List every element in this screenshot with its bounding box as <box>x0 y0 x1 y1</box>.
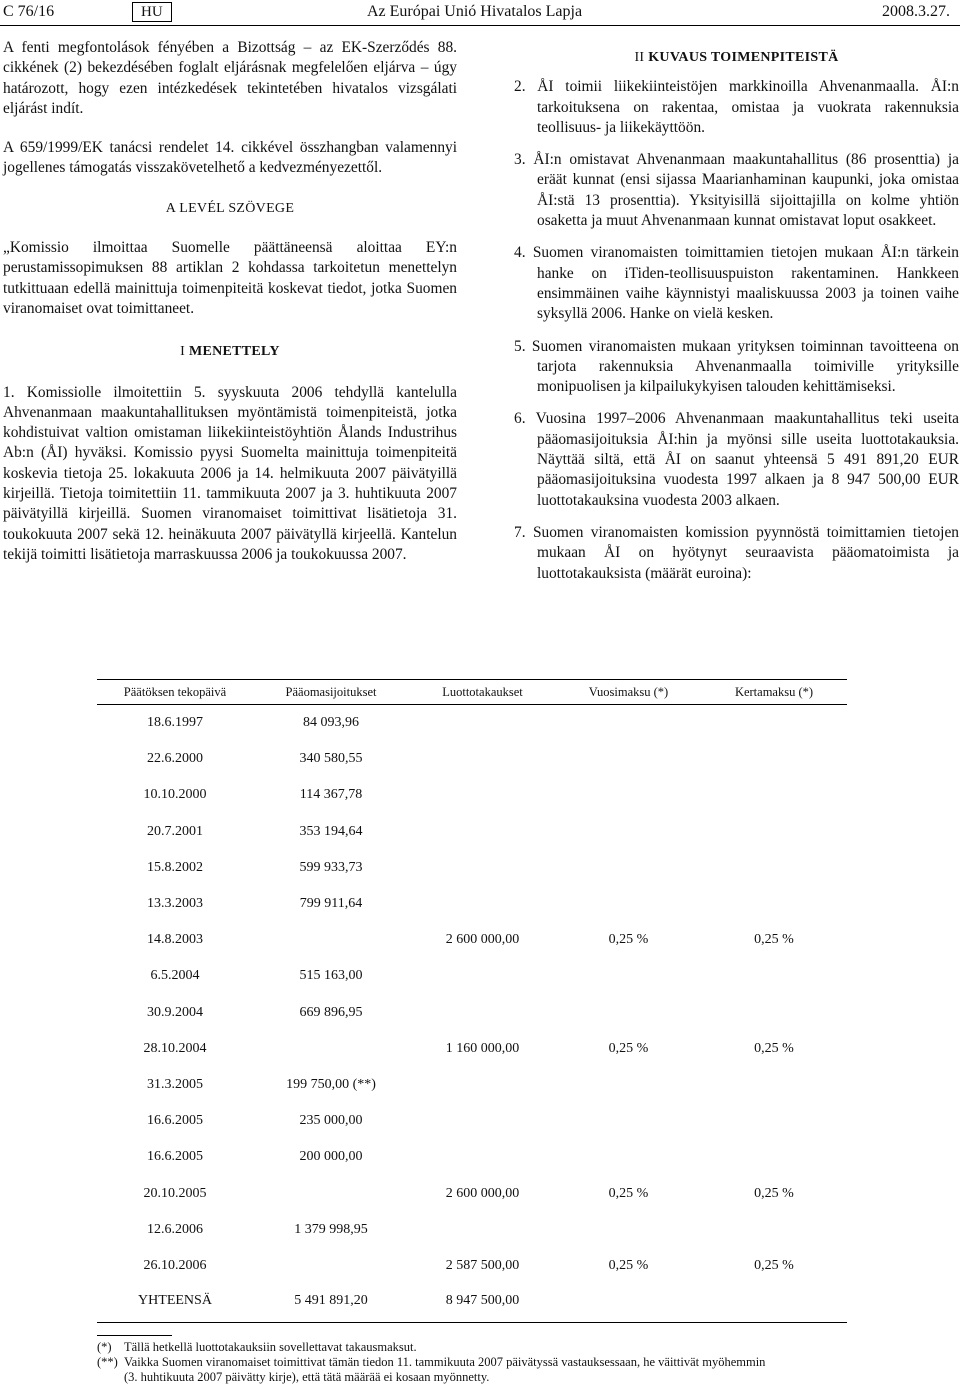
section-heading-2 <box>514 48 959 68</box>
table-cell: 2 600 000,00 <box>445 932 520 948</box>
paragraph-commission-decision: A fenti megfontolások fényében a Bizottság – az EK-Szerződés 88. cikkének (2) bekezdésében foglalt eljárásnak megfelelően eljárva – úgy határozott, hogy ezen intézkedések tekintetében hivatalos vizsgálati eljárást indít. <box>3 39 457 117</box>
table-cell <box>701 814 847 850</box>
table-cell: 0,25 % <box>754 932 794 948</box>
table-cell: 10.10.2000 <box>143 787 207 803</box>
table-cell <box>253 1175 409 1211</box>
table-cell <box>253 1248 409 1284</box>
table-cell <box>409 741 556 777</box>
table-row <box>97 1175 847 1211</box>
table-cell <box>253 922 409 958</box>
table-row <box>97 1248 847 1284</box>
table-cell <box>556 850 701 886</box>
table-cell <box>409 777 556 813</box>
table-cell <box>701 850 847 886</box>
table-cell: 353 194,64 <box>299 823 363 839</box>
table-row <box>97 1031 847 1067</box>
table-cell <box>701 1139 847 1175</box>
table-cell <box>556 886 701 922</box>
table-cell <box>556 705 701 742</box>
column-header: Vuosimaksu (*) <box>556 680 701 705</box>
table-cell: 340 580,55 <box>299 751 363 767</box>
section-number: I <box>180 344 186 360</box>
footnote-mark: (**) <box>97 1355 118 1369</box>
table-cell: 22.6.2000 <box>147 751 203 767</box>
table-cell <box>701 1103 847 1139</box>
table-header-row <box>97 680 847 705</box>
table-row <box>97 1103 847 1139</box>
paragraph-2: 2. ÅI toimii liikekiinteistöjen markkinoilla Ahvenanmaalla. ÅI:n tarkoituksena on rakentaa, omistaa ja vuokrata rakennuksia teollisuus- ja liikekäyttöön. <box>514 78 959 136</box>
table-cell: 5 491 891,20 <box>294 1293 368 1308</box>
table-cell <box>409 814 556 850</box>
page-number: C 76/16 <box>3 3 55 20</box>
page-header <box>0 2 960 24</box>
table-cell <box>409 995 556 1031</box>
table-cell <box>701 995 847 1031</box>
table-cell: 20.7.2001 <box>147 823 203 839</box>
footnote-2-cont <box>97 1370 489 1385</box>
table-cell <box>556 1067 701 1103</box>
table-cell: 31.3.2005 <box>147 1076 203 1092</box>
table-cell: 0,25 % <box>754 1185 794 1201</box>
table-cell: 16.6.2005 <box>147 1149 203 1165</box>
table-cell: 15.8.2002 <box>147 859 203 875</box>
header-rule <box>0 25 960 26</box>
section-heading-1 <box>3 342 457 362</box>
section-number: II <box>634 50 645 65</box>
table-cell: 6.5.2004 <box>150 968 200 984</box>
column-header: Kertamaksu (*) <box>701 680 847 705</box>
table-cell: 0,25 % <box>608 932 649 948</box>
table-cell <box>556 958 701 994</box>
footnote-text: Tällä hetkellä luottotakauksiin sovellettavat takausmaksut. <box>124 1340 417 1354</box>
table-cell: 114 367,78 <box>299 787 363 803</box>
table-total-row <box>97 1284 847 1318</box>
table-cell <box>556 1284 701 1318</box>
table-cell: 1 160 000,00 <box>445 1040 520 1056</box>
table-cell <box>701 705 847 742</box>
table-bottom-rule <box>97 1322 847 1323</box>
table-cell: 20.10.2005 <box>143 1185 207 1201</box>
table-cell: 1 379 998,95 <box>294 1221 368 1237</box>
table-cell <box>409 1139 556 1175</box>
table-cell: 0,25 % <box>608 1185 649 1201</box>
footnote-text: Vaikka Suomen viranomaiset toimittivat tämän tiedon 11. tammikuuta 2007 päivätyssä vastauksessaan, he väittivät myöhemmin <box>124 1355 766 1369</box>
section-title: KUVAUS TOIMENPITEISTÄ <box>648 50 839 65</box>
paragraph-letter-intro: „Komissio ilmoittaa Suomelle päättäneensä aloittaa EY:n perustamissopimuksen 88 artiklan 2 kohdassa tarkoitetun menettelyn tutkittuaan edellä mainittuja toimenpiteitä koskevat tiedot, jotka Suomen viranomaiset ovat toimittaneet. <box>3 239 457 317</box>
table-cell: 199 750,00 (**) <box>286 1076 376 1092</box>
paragraph-4: 4. Suomen viranomaisten toimittamien tietojen mukaan ÅI:n tärkein hanke on iTiden-teollisuuspuiston rakentaminen. Hankkeen ensimmäinen vaihe käynnistyi maaliskuussa 2003 ja toinen vaihe syksyllä 2006. Hanke on vielä kesken. <box>514 244 959 323</box>
table-cell <box>409 1103 556 1139</box>
paragraph-1: 1. Komissiolle ilmoitettiin 5. syyskuuta 2006 tehdyllä kantelulla Ahvenanmaan maakuntahallituksen myöntämistä toimenpiteistä, jotka kohdistuivat valtion omistaman liikekiinteistöyhtiön Ålands Industrihus Ab:n (ÅI) hyväksi. Komissio pyysi Suomelta mainittuja toimenpiteitä koskevia tietoja 25. lokakuuta 2006 ja 14. helmikuuta 2007 päivätyillä kirjeillä. Tietoja toimitettiin 11. tammikuuta 2007 ja 3. huhtikuuta 2007 päivätyillä kirjeillä. Suomen viranomaiset toimittivat lisätietoja 31. toukokuuta 2007 sekä 12. heinäkuuta 2007 päivätyllä kirjeellä. Kantelun tekijä toimitti lisätietoja marraskuussa 2006 ja toukokuussa 2007. <box>3 383 457 563</box>
table-cell <box>556 995 701 1031</box>
table-cell <box>556 1139 701 1175</box>
table-cell <box>701 1067 847 1103</box>
table-cell: 8 947 500,00 <box>445 1293 520 1308</box>
column-header: Pääomasijoitukset <box>253 680 409 705</box>
table-cell <box>701 958 847 994</box>
table-row <box>97 1067 847 1103</box>
column-header: Luottotakaukset <box>409 680 556 705</box>
footnote-2 <box>97 1355 765 1370</box>
paragraph-5: 5. Suomen viranomaisten mukaan yrityksen toiminnan tavoitteena on tarjota rakennuksia Ahvenanmaalla toimiville yrityksille monipuolisen ja kilpailukykyisen talouden kehittämiseksi. <box>514 337 959 396</box>
table-cell: 30.9.2004 <box>147 1004 203 1020</box>
table-row <box>97 850 847 886</box>
table-cell: YHTEENSÄ <box>138 1293 212 1308</box>
table-cell <box>701 777 847 813</box>
table-cell: 26.10.2006 <box>143 1257 207 1273</box>
table-cell: 0,25 % <box>754 1257 794 1273</box>
table-cell: 599 933,73 <box>299 859 363 875</box>
table-cell <box>701 1284 847 1318</box>
table-cell <box>253 1031 409 1067</box>
table-cell <box>556 1103 701 1139</box>
table-row <box>97 886 847 922</box>
table-cell: 28.10.2004 <box>143 1040 207 1056</box>
paragraph-regulation: A 659/1999/EK tanácsi rendelet 14. cikkével összhangban valamennyi jogellenes támogatás visszakövetelhető a kedvezményezettől. <box>3 139 457 177</box>
table-cell: 2 600 000,00 <box>445 1185 520 1201</box>
table-row <box>97 705 847 742</box>
table-cell <box>556 741 701 777</box>
table-cell: 799 911,64 <box>299 896 363 912</box>
table-cell: 200 000,00 <box>299 1149 363 1165</box>
right-column <box>514 48 959 584</box>
letter-title: A LEVÉL SZÖVEGE <box>165 200 295 216</box>
table-cell: 13.3.2003 <box>147 896 203 912</box>
column-header: Päätöksen tekopäivä <box>97 680 253 705</box>
table-cell: 12.6.2006 <box>147 1221 203 1237</box>
section-title: MENETTELY <box>188 344 280 360</box>
journal-title: Az Európai Unió Hivatalos Lapja <box>367 3 583 20</box>
table-cell <box>409 850 556 886</box>
language-badge: HU <box>132 2 172 22</box>
paragraph-7: 7. Suomen viranomaisten komission pyynnöstä toimittamien tietojen mukaan ÅI on hyötynyt seuraavista pääomatoimista ja luottotakauksista (määrät euroina): <box>514 523 959 582</box>
table-cell: 18.6.1997 <box>147 715 203 731</box>
table-row <box>97 777 847 813</box>
table-cell: 235 000,00 <box>299 1113 363 1129</box>
left-column <box>3 38 457 565</box>
table-cell <box>409 705 556 742</box>
table-row <box>97 958 847 994</box>
table-cell: 2 587 500,00 <box>445 1257 520 1273</box>
table-cell <box>409 1212 556 1248</box>
table-cell <box>556 814 701 850</box>
table-row <box>97 1212 847 1248</box>
table-cell: 0,25 % <box>608 1040 649 1056</box>
paragraph-3: 3. ÅI:n omistavat Ahvenanmaan maakuntahallitus (86 prosenttia) ja eräät kunnat (ensi sijassa Maarianhaminan kaupunki, joka omistaa ÅI:stä 13 prosenttia). Yksityisillä sijoittajilla on kolme yhtiön osaketta ja muut Ahvenanmaan kunnat omistavat loput osakkeet. <box>514 151 959 230</box>
footnote-1 <box>97 1340 417 1355</box>
table-cell <box>409 1067 556 1103</box>
table-cell: 14.8.2003 <box>147 932 203 948</box>
paragraph-6: 6. Vuosina 1997–2006 Ahvenanmaan maakuntahallitus teki useita pääomasijoituksia ÅI:hin ja myönsi sille useita luottotakauksia. Näyttää siltä, että ÅI on saanut yhteensä 5 491 891,20 EUR pääomasijoituksina vuodesta 1997 alkaen ja 8 947 500,00 EUR luottotakauksina vuodesta 2003 alkaen. <box>514 410 959 509</box>
table-cell: 0,25 % <box>754 1040 794 1056</box>
table-cell <box>701 1212 847 1248</box>
table-cell <box>701 886 847 922</box>
investment-table <box>97 680 847 1318</box>
table-cell: 515 163,00 <box>299 968 363 984</box>
table-cell <box>556 1212 701 1248</box>
table-cell <box>556 777 701 813</box>
table-cell <box>701 741 847 777</box>
table-cell <box>409 958 556 994</box>
footnote-mark: (*) <box>97 1340 112 1354</box>
table-row <box>97 995 847 1031</box>
table-cell: 84 093,96 <box>303 715 359 731</box>
footnote-text: (3. huhtikuuta 2007 päivätty kirje), että tätä määrää ei kosaan myönnetty. <box>124 1370 490 1384</box>
publication-date: 2008.3.27. <box>882 3 950 20</box>
table-row <box>97 1139 847 1175</box>
table-row <box>97 922 847 958</box>
table-row <box>97 814 847 850</box>
table-cell: 0,25 % <box>608 1257 649 1273</box>
table-cell <box>409 886 556 922</box>
table-cell: 16.6.2005 <box>147 1113 203 1129</box>
table-row <box>97 741 847 777</box>
footnote-rule <box>97 1335 172 1336</box>
table-cell: 669 896,95 <box>299 1004 363 1020</box>
